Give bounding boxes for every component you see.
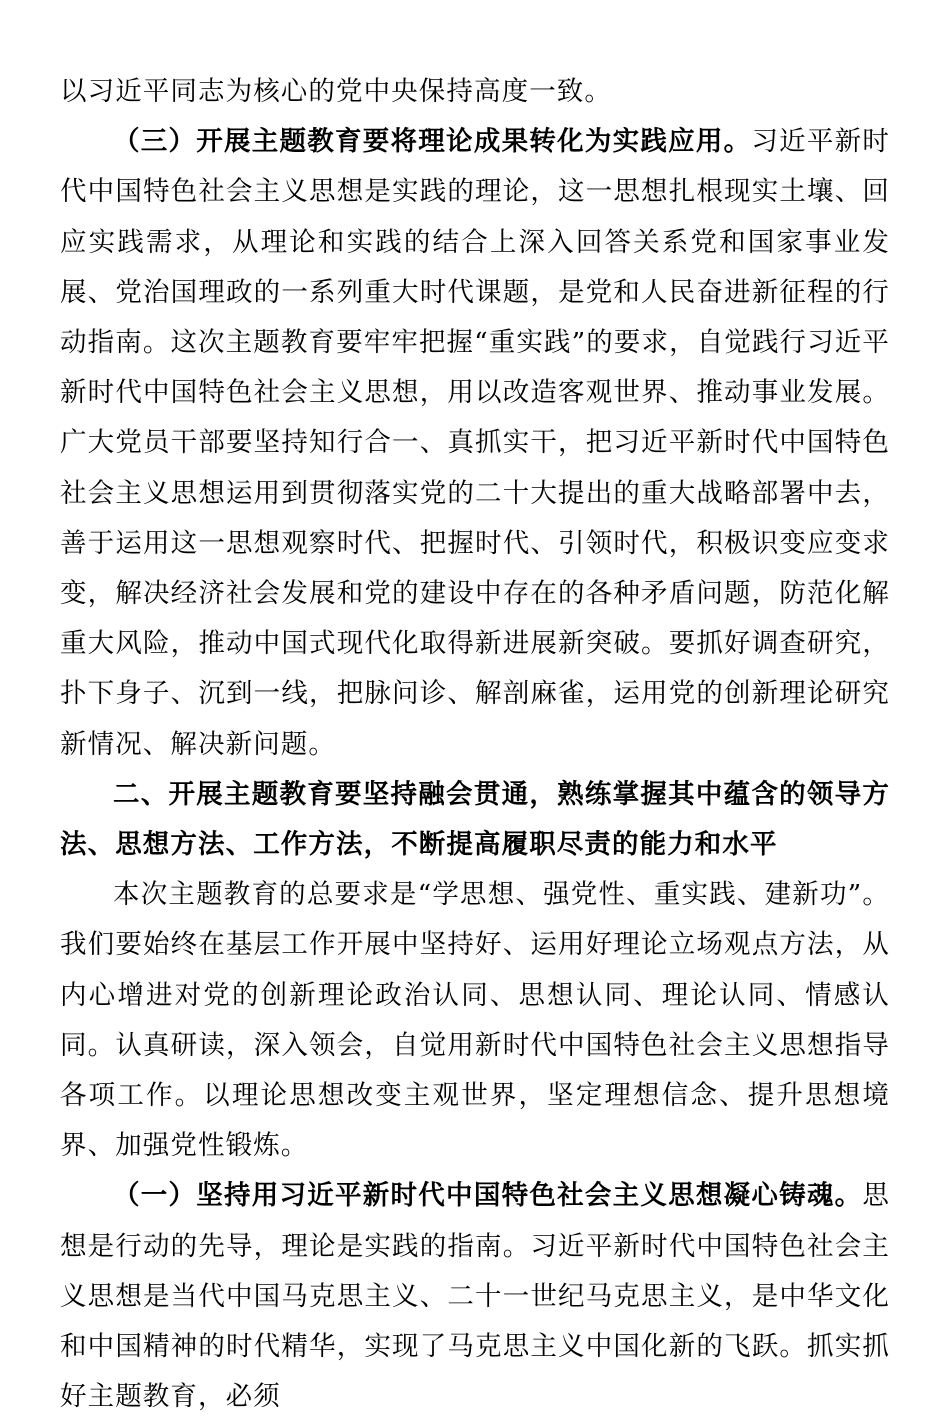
paragraph-3-practice [60,117,890,770]
paragraph-text: 本次主题教育的总要求是“学思想、强党性、重实践、建新功”。我们要始终在基层工作开展中坚持好、运用好理论立场观点方法，从内心增进对党的创新理论政治认同、思想认同、理论认同、情感认同。认真研读，深入领会，自觉用新时代中国特色社会主义思想指导各项工作。以理论思想改变主观世界，坚定理想信念、提升思想境界、加强党性锻炼。 [60,879,890,1162]
paragraph-1-soul [60,1171,890,1422]
paragraph-text: 思想是行动的先导，理论是实践的指南。习近平新时代中国特色社会主义思想是当代中国马克思主义、二十一世纪马克思主义，是中华文化和中国精神的时代精华，实现了马克思主义中国化新的飞跃。抓实抓好主题教育，必须 [60,1180,890,1413]
section-heading-text: 二、开展主题教育要坚持融会贯通，熟练掌握其中蕴含的领导方法、思想方法、工作方法，不断提高履职尽责的能力和水平 [60,778,890,861]
paragraph-text: 习近平新时代中国特色社会主义思想是实践的理论，这一思想扎根现实土壤、回应实践需求，从理论和实践的结合上深入回答关系党和国家事业发展、党治国理政的一系列重大时代课题，是党和人民奋进新征程的行动指南。这次主题教育要牢牢把握“重实践”的要求，自觉践行习近平新时代中国特色社会主义思想，用以改造客观世界、推动事业发展。广大党员干部要坚持知行合一、真抓实干，把习近平新时代中国特色社会主义思想运用到贯彻落实党的二十大提出的重大战略部署中去，善于运用这一思想观察时代、把握时代、引领时代，积极识变应变求变，解决经济社会发展和党的建设中存在的各种矛盾问题，防范化解重大风险，推动中国式现代化取得新进展新突破。要抓好调查研究，扑下身子、沉到一线，把脉问诊、解剖麻雀，运用党的创新理论研究新情况、解决新问题。 [60,126,890,760]
section-heading-2 [60,770,890,870]
paragraph-text: 以习近平同志为核心的党中央保持高度一致。 [60,76,612,107]
paragraph-requirements [60,870,890,1171]
subheading-1: （一）坚持用习近平新时代中国特色社会主义思想凝心铸魂。 [113,1180,863,1212]
paragraph-continuation [60,67,890,117]
subheading-3: （三）开展主题教育要将理论成果转化为实践应用。 [113,126,752,158]
